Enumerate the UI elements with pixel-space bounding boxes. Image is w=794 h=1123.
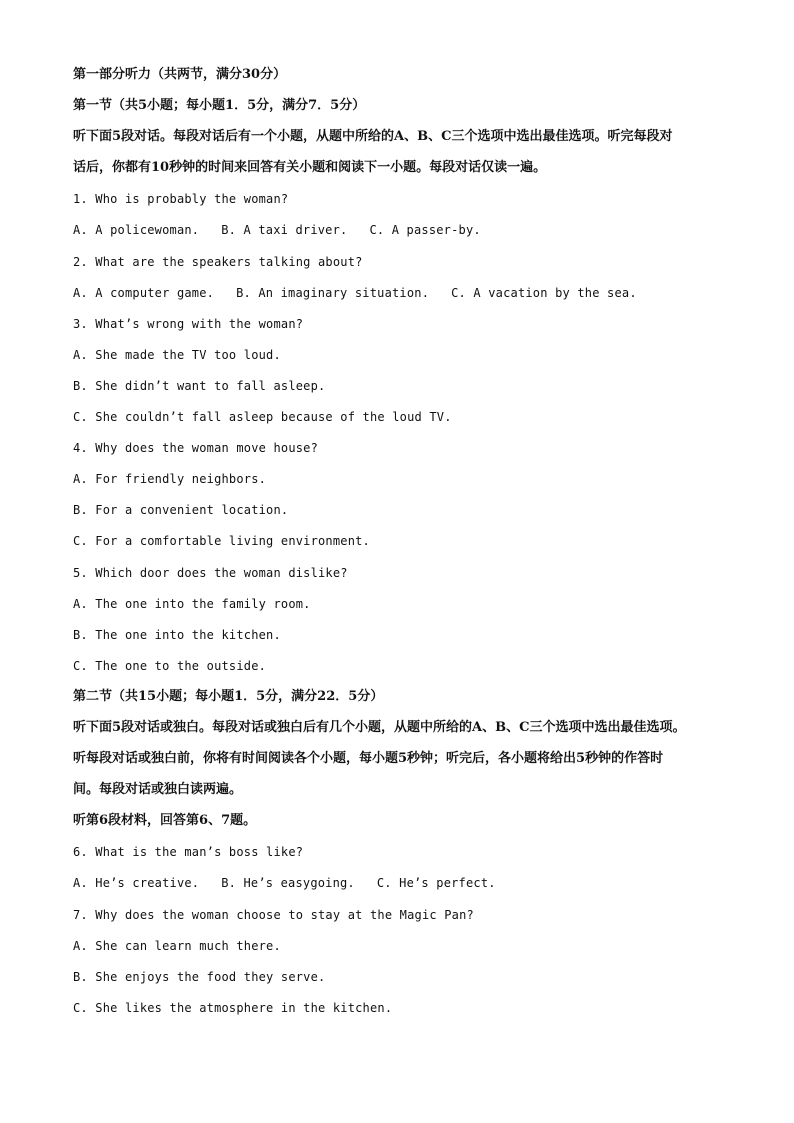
question-6: 6. What is the man’s boss like? — [73, 845, 304, 860]
q5-option-c: C. The one to the outside. — [73, 658, 267, 673]
question-7: 7. Why does the woman choose to stay at the Magic Pan? — [73, 907, 474, 922]
section-one-title: 第一节（共5小题；每小题1．5分，满分7．5分） — [73, 98, 366, 114]
q2-option-b: B. An imaginary situation. — [236, 285, 430, 300]
q1-option-b: B. A taxi driver. — [221, 223, 348, 238]
section-one-instructions-line-1: 听下面5段对话。每段对话后有一个小题，从题中所给的A、B、C三个选项中选出最佳选项。听完每段对 — [73, 129, 673, 145]
q6-option-b: B. He’s easygoing. — [221, 876, 355, 891]
q1-option-a: A. A policewoman. — [73, 223, 200, 238]
q7-option-b: B. She enjoys the food they serve. — [73, 969, 326, 984]
q2-option-c: C. A vacation by the sea. — [451, 285, 637, 300]
q3-option-a: A. She made the TV too loud. — [73, 347, 281, 362]
q4-option-b: B. For a convenient location. — [73, 503, 289, 518]
q4-option-c: C. For a comfortable living environment. — [73, 534, 370, 549]
question-2: 2. What are the speakers talking about? — [73, 254, 363, 269]
section-two-instructions-line-1: 听下面5段对话或独白。每段对话或独白后有几个小题，从题中所给的A、B、C三个选项中选出最佳选项。 — [73, 719, 686, 735]
part-one-title: 第一部分听力（共两节，满分30分） — [73, 67, 287, 82]
q7-option-c: C. She likes the atmosphere in the kitchen. — [73, 1000, 393, 1015]
question-4: 4. Why does the woman move house? — [73, 441, 319, 456]
q4-option-a: A. For friendly neighbors. — [73, 472, 267, 487]
material-6-heading: 听第6段材料，回答第6、7题。 — [73, 813, 257, 829]
section-one-instructions-line-2: 话后，你都有10秒钟的时间来回答有关小题和阅读下一小题。每段对话仅读一遍。 — [73, 160, 547, 176]
section-two-instructions-line-3: 间。每段对话或独白读两遍。 — [73, 782, 243, 798]
question-3: 3. What’s wrong with the woman? — [73, 316, 304, 331]
section-two-instructions-line-2: 听每段对话或独白前，你将有时间阅读各个小题，每小题5秒钟；听完后，各小题将给出5秒钟的作答时 — [73, 751, 664, 767]
q3-option-b: B. She didn’t want to fall asleep. — [73, 378, 326, 393]
q5-option-b: B. The one into the kitchen. — [73, 627, 281, 642]
q7-option-a: A. She can learn much there. — [73, 938, 281, 953]
q3-option-c: C. She couldn’t fall asleep because of the loud TV. — [73, 410, 452, 425]
question-5: 5. Which door does the woman dislike? — [73, 565, 348, 580]
q1-option-c: C. A passer-by. — [369, 223, 481, 238]
q2-option-a: A. A computer game. — [73, 285, 215, 300]
exam-page — [73, 64, 733, 1028]
q6-option-a: A. He’s creative. — [73, 876, 200, 891]
question-6-options — [73, 872, 733, 903]
section-two-title: 第二节（共15小题；每小题1．5分，满分22．5分） — [73, 688, 384, 704]
question-1: 1. Who is probably the woman? — [73, 192, 289, 207]
q5-option-a: A. The one into the family room. — [73, 596, 311, 611]
question-1-options — [73, 219, 733, 250]
question-2-options — [73, 282, 733, 313]
q6-option-c: C. He’s perfect. — [376, 876, 496, 891]
